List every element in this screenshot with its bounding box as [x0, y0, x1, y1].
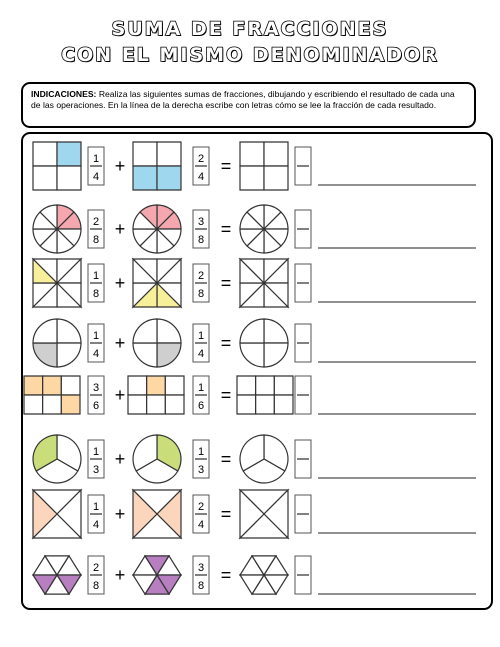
- fraction-b-shape: [133, 205, 181, 253]
- fraction-part: [33, 319, 57, 343]
- plus-sign: +: [114, 273, 126, 293]
- fraction-part: [147, 395, 166, 414]
- fraction-part: [133, 142, 157, 166]
- plus-sign: +: [114, 449, 126, 469]
- plus-sign: +: [114, 504, 126, 524]
- fraction-a-numerator: 1: [92, 446, 100, 458]
- fraction-part: [24, 376, 43, 395]
- fraction-b-numerator: 1: [197, 330, 205, 342]
- fraction-part: [264, 343, 288, 367]
- equals-sign: =: [220, 449, 232, 469]
- fraction-part: [61, 376, 80, 395]
- fraction-part: [274, 395, 293, 414]
- fraction-a-denominator: 3: [92, 464, 100, 476]
- fraction-a-denominator: 8: [92, 580, 100, 592]
- plus-sign: +: [114, 385, 126, 405]
- equals-sign: =: [220, 273, 232, 293]
- fraction-part: [24, 395, 43, 414]
- fraction-a-shape: [33, 435, 81, 483]
- fraction-part: [274, 376, 293, 395]
- fraction-part: [43, 395, 62, 414]
- equals-sign: =: [220, 565, 232, 585]
- worksheet-title-line-2: CON EL MISMO DENOMINADOR: [61, 44, 439, 66]
- plus-sign: +: [114, 565, 126, 585]
- fraction-a-shape: [33, 205, 81, 253]
- worksheet-title-line-1: SUMA DE FRACCIONES: [111, 18, 389, 40]
- fraction-a-numerator: 1: [92, 501, 100, 513]
- instructions-text: Realiza las siguientes sumas de fracciones, dibujando y escribiendo el resultado de cada una de las operaciones. En la línea de la derecha escribe con letras cómo se lee la fracción de cada resultado.: [31, 89, 455, 110]
- fraction-b-shape: [133, 435, 181, 483]
- fraction-a-shape: [33, 556, 81, 594]
- fraction-b-denominator: 8: [197, 580, 205, 592]
- result-shape: [240, 142, 288, 190]
- fraction-part: [61, 395, 80, 414]
- fraction-b-numerator: 3: [197, 216, 205, 228]
- result-shape: [237, 376, 293, 414]
- fraction-part: [256, 395, 275, 414]
- fraction-b-shape: [133, 142, 181, 190]
- equals-sign: =: [220, 385, 232, 405]
- fraction-part: [57, 166, 81, 190]
- fraction-b-denominator: 6: [197, 400, 205, 412]
- fraction-b-shape: [133, 490, 181, 538]
- fraction-a-numerator: 2: [92, 562, 100, 574]
- fraction-part: [237, 376, 256, 395]
- fraction-b-denominator: 4: [197, 348, 205, 360]
- fraction-a-numerator: 1: [92, 330, 100, 342]
- fraction-a-denominator: 4: [92, 171, 100, 183]
- fraction-a-denominator: 8: [92, 234, 100, 246]
- fraction-part: [165, 395, 184, 414]
- fraction-part: [157, 142, 181, 166]
- fraction-part: [128, 395, 147, 414]
- fraction-part: [133, 343, 157, 367]
- fraction-b-numerator: 2: [197, 270, 205, 282]
- fraction-b-numerator: 2: [197, 153, 205, 165]
- fraction-b-shape: [133, 556, 181, 594]
- fraction-part: [157, 166, 181, 190]
- fraction-part: [240, 166, 264, 190]
- fraction-part: [147, 376, 166, 395]
- fraction-part: [240, 142, 264, 166]
- fraction-a-shape: [33, 319, 81, 367]
- equals-sign: =: [220, 156, 232, 176]
- fraction-a-shape: [24, 376, 80, 414]
- fraction-b-numerator: 3: [197, 562, 205, 574]
- fraction-part: [133, 319, 157, 343]
- fraction-a-numerator: 3: [92, 382, 100, 394]
- fraction-b-numerator: 1: [197, 382, 205, 394]
- plus-sign: +: [114, 333, 126, 353]
- fraction-a-denominator: 4: [92, 519, 100, 531]
- result-shape: [240, 319, 288, 367]
- fraction-b-denominator: 4: [197, 519, 205, 531]
- fraction-part: [264, 142, 288, 166]
- fraction-part: [240, 343, 264, 367]
- fraction-b-denominator: 8: [197, 288, 205, 300]
- fraction-a-shape: [33, 490, 81, 538]
- fraction-part: [264, 166, 288, 190]
- fraction-b-denominator: 3: [197, 464, 205, 476]
- fraction-a-denominator: 6: [92, 400, 100, 412]
- result-shape: [240, 259, 288, 307]
- plus-sign: +: [114, 219, 126, 239]
- fraction-part: [43, 376, 62, 395]
- fraction-a-denominator: 8: [92, 288, 100, 300]
- fraction-part: [157, 343, 181, 367]
- fraction-part: [133, 166, 157, 190]
- fraction-a-numerator: 1: [92, 153, 100, 165]
- fraction-part: [256, 376, 275, 395]
- result-shape: [240, 556, 288, 594]
- fraction-a-denominator: 4: [92, 348, 100, 360]
- plus-sign: +: [114, 156, 126, 176]
- result-shape: [240, 490, 288, 538]
- fraction-part: [57, 142, 81, 166]
- fraction-b-numerator: 2: [197, 501, 205, 513]
- fraction-b-shape: [133, 319, 181, 367]
- fraction-a-numerator: 2: [92, 216, 100, 228]
- fraction-b-shape: [133, 259, 181, 307]
- fraction-a-numerator: 1: [92, 270, 100, 282]
- fraction-b-denominator: 8: [197, 234, 205, 246]
- fraction-part: [264, 319, 288, 343]
- fraction-part: [157, 319, 181, 343]
- fraction-a-shape: [33, 259, 81, 307]
- fraction-part: [33, 343, 57, 367]
- fraction-part: [165, 376, 184, 395]
- fraction-b-numerator: 1: [197, 446, 205, 458]
- fraction-part: [57, 343, 81, 367]
- equals-sign: =: [220, 504, 232, 524]
- fraction-part: [237, 395, 256, 414]
- fraction-b-shape: [128, 376, 184, 414]
- instructions-label: INDICACIONES:: [31, 89, 97, 99]
- equals-sign: =: [220, 219, 232, 239]
- equals-sign: =: [220, 333, 232, 353]
- result-shape: [240, 205, 288, 253]
- fraction-part: [240, 319, 264, 343]
- fraction-b-denominator: 4: [197, 171, 205, 183]
- fraction-part: [128, 376, 147, 395]
- fraction-part: [33, 142, 57, 166]
- fraction-a-shape: [33, 142, 81, 190]
- fraction-part: [33, 166, 57, 190]
- result-shape: [240, 435, 288, 483]
- fraction-part: [57, 319, 81, 343]
